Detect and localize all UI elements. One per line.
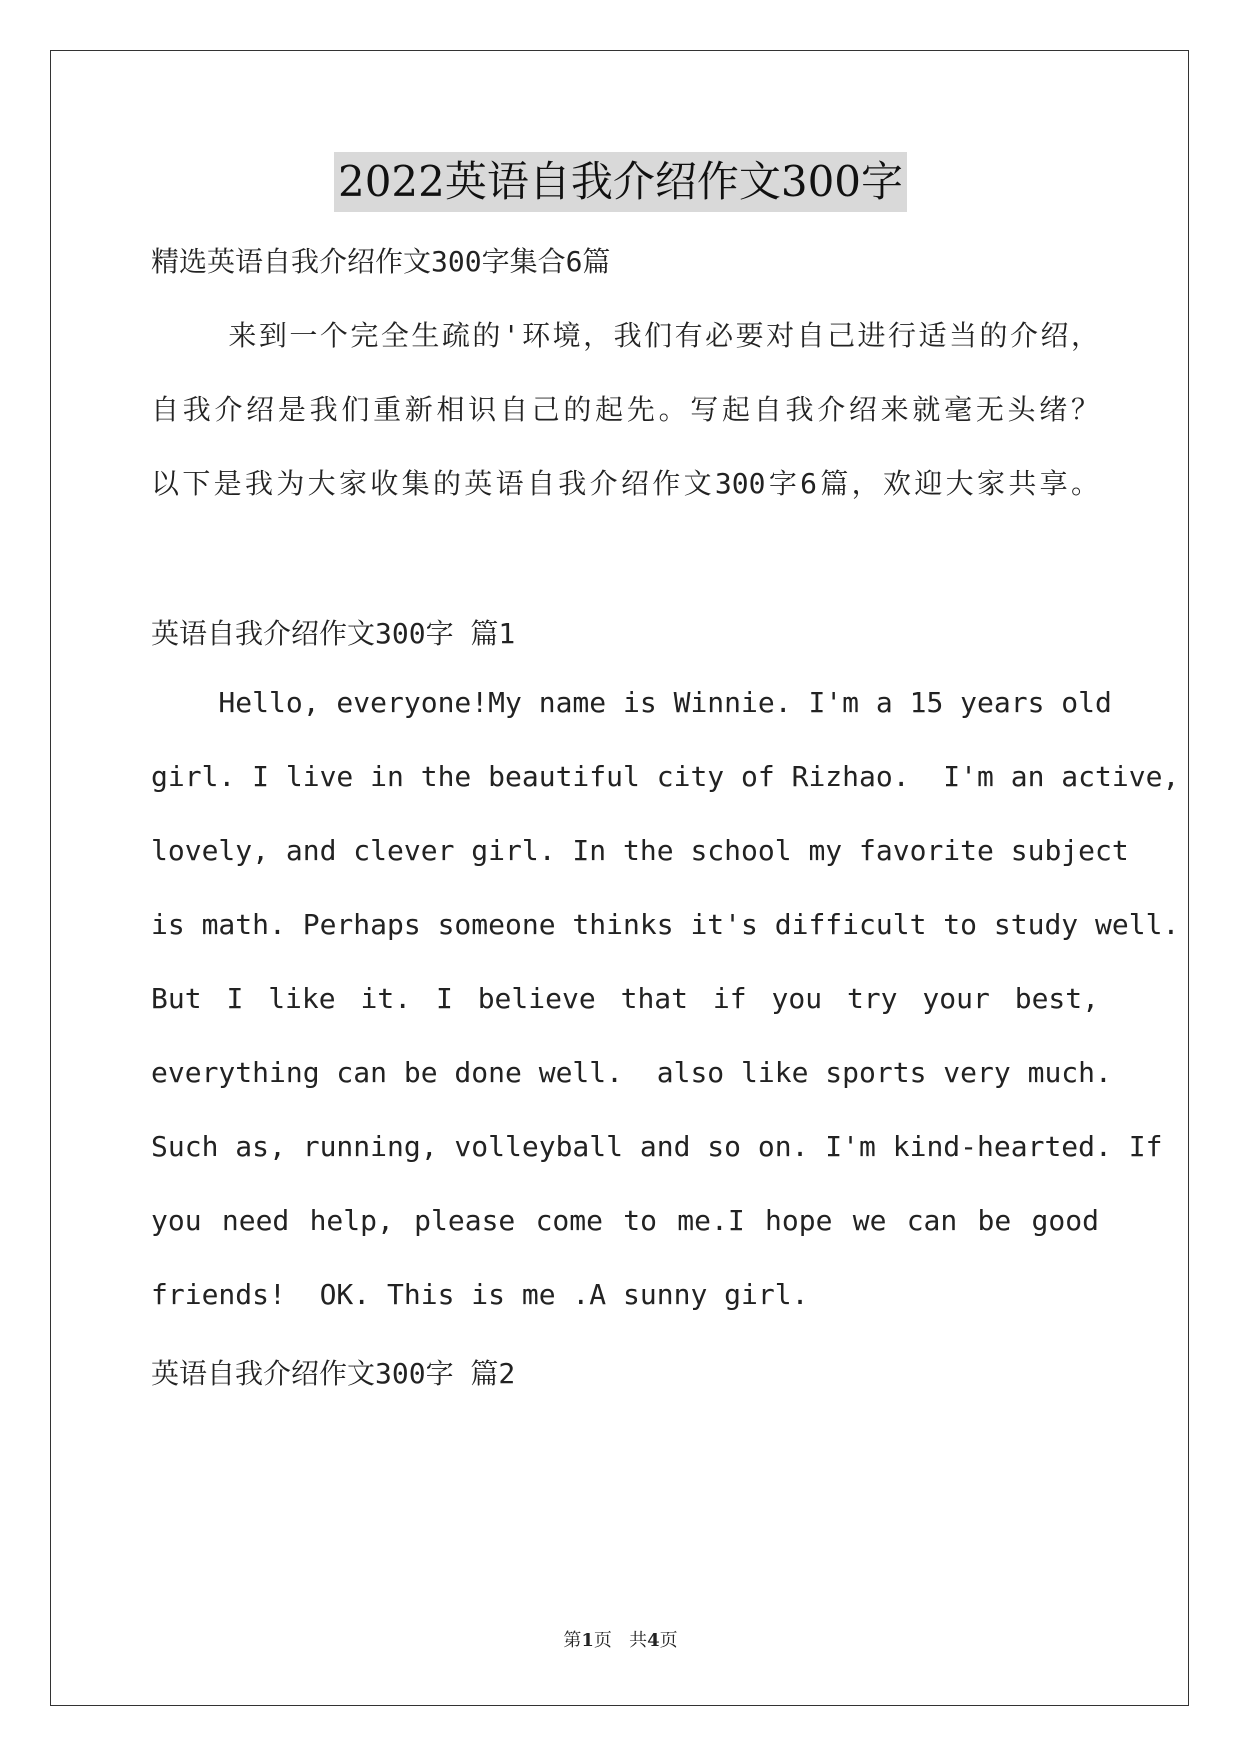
page-total: 4: [647, 1630, 660, 1651]
body-line: But I like it. I believe that if you try your best,: [151, 982, 1099, 1015]
body-line: friends! OK. This is me .A sunny girl.: [151, 1278, 809, 1311]
body-line: Hello, everyone!My name is Winnie. I'm a 15 years old: [151, 686, 1112, 719]
document-title: 2022英语自我介绍作文300字: [334, 152, 907, 212]
body-line: girl. I live in the beautiful city of Rizhao. I'm an active,: [151, 760, 1180, 793]
page-current: 1: [581, 1630, 594, 1651]
page-border: [50, 50, 1189, 1706]
page-prefix: 第: [563, 1630, 582, 1651]
body-line: you need help, please come to me.I hope we can be good: [151, 1204, 1099, 1237]
section-heading: 英语自我介绍作文300字 篇1: [151, 617, 516, 650]
page-footer: [0, 1626, 1241, 1652]
title-wrapper: [0, 152, 1241, 212]
intro-line: 来到一个完全生疏的'环境，我们有必要对自己进行适当的介绍，: [151, 319, 1099, 352]
intro-line: 自我介绍是我们重新相识自己的起先。写起自我介绍来就毫无头绪？: [151, 393, 1099, 426]
body-line: Such as, running, volleyball and so on. I'm kind-hearted. If: [151, 1130, 1163, 1163]
page-mid: 页 共: [593, 1630, 648, 1651]
body-line: lovely, and clever girl. In the school my favorite subject: [151, 834, 1129, 867]
section-heading: 英语自我介绍作文300字 篇2: [151, 1357, 516, 1390]
body-line: everything can be done well. also like sports very much.: [151, 1056, 1112, 1089]
page-suffix: 页: [659, 1630, 678, 1651]
document-subtitle: 精选英语自我介绍作文300字集合6篇: [151, 245, 611, 278]
intro-line: 以下是我为大家收集的英语自我介绍作文300字6篇，欢迎大家共享。: [151, 467, 1099, 500]
body-line: is math. Perhaps someone thinks it's difficult to study well.: [151, 908, 1180, 941]
